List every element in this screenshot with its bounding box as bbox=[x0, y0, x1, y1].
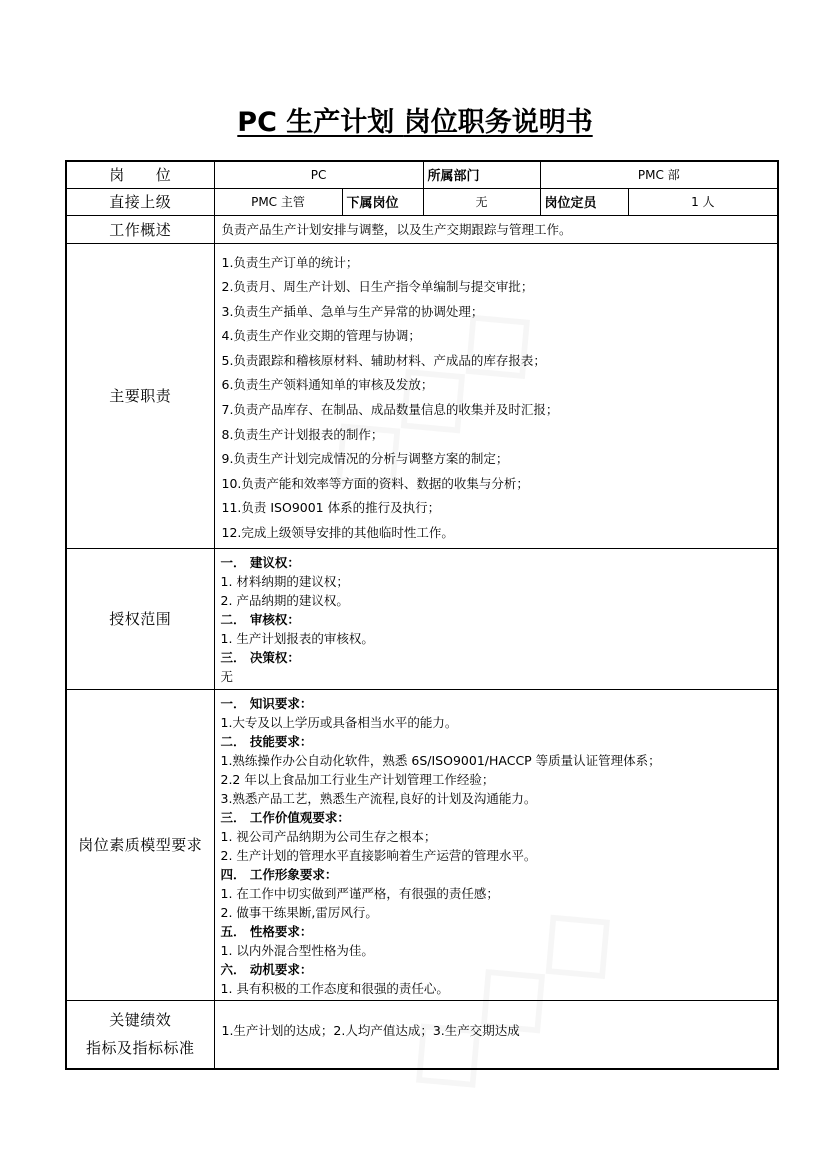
duty-item: 8.负责生产计划报表的制作； bbox=[221, 426, 384, 442]
duties-list bbox=[214, 243, 778, 548]
headcount-value: 1 人 bbox=[628, 188, 778, 215]
row-authority bbox=[66, 548, 778, 689]
dept-label: 所属部门 bbox=[423, 161, 540, 188]
duty-item: 2.负责月、周生产计划、日生产指令单编制与提交审批； bbox=[221, 279, 534, 295]
competency-heading: 一． 知识要求： bbox=[220, 695, 313, 711]
duty-item: 12.完成上级领导安排的其他临时性工作。 bbox=[221, 525, 454, 541]
subordinate-label: 下属岗位 bbox=[342, 188, 423, 215]
headcount-label: 岗位定员 bbox=[540, 188, 628, 215]
authority-line: 无 bbox=[220, 669, 234, 685]
supervisor-label: 直接上级 bbox=[66, 188, 214, 215]
duty-item: 6.负责生产领料通知单的审核及发放； bbox=[221, 377, 434, 393]
competency-line: 2. 做事干练果断,雷厉风行。 bbox=[220, 904, 378, 920]
competency-label: 岗位素质模型要求 bbox=[66, 689, 214, 1000]
position-label: 岗 位 bbox=[66, 161, 214, 188]
competency-heading: 四． 工作形象要求： bbox=[220, 866, 338, 882]
row-kpi bbox=[66, 1000, 778, 1069]
authority-line: 1. 生产计划报表的审核权。 bbox=[220, 631, 374, 647]
competency-heading: 二． 技能要求： bbox=[220, 733, 313, 749]
page-title bbox=[0, 100, 830, 139]
competency-heading: 六． 动机要求： bbox=[220, 961, 313, 977]
competency-line: 2. 生产计划的管理水平直接影响着生产运营的管理水平。 bbox=[220, 847, 537, 863]
authority-content bbox=[214, 548, 778, 689]
authority-heading: 一． 建议权： bbox=[220, 555, 300, 571]
duty-item: 1.负责生产订单的统计； bbox=[221, 254, 359, 270]
overview-text: 负责产品生产计划安排与调整，以及生产交期跟踪与管理工作。 bbox=[214, 215, 778, 243]
kpi-label bbox=[66, 1000, 214, 1069]
competency-line: 1. 在工作中切实做到严谨严格，有很强的责任感； bbox=[220, 885, 499, 901]
dept-value: PMC 部 bbox=[540, 161, 778, 188]
job-description-table bbox=[65, 160, 779, 1070]
title-main: 岗位职务说明书 bbox=[403, 107, 593, 138]
authority-heading: 三． 决策权： bbox=[220, 650, 300, 666]
row-supervisor bbox=[66, 188, 778, 215]
competency-line: 1.大专及以上学历或具备相当水平的能力。 bbox=[220, 714, 458, 730]
competency-line: 1. 视公司产品纳期为公司生存之根本； bbox=[220, 828, 437, 844]
competency-line: 1. 以内外混合型性格为佳。 bbox=[220, 942, 374, 958]
competency-heading: 五． 性格要求： bbox=[220, 923, 313, 939]
title-prefix: PC 生产计划 bbox=[237, 107, 404, 138]
competency-line: 2.2 年以上食品加工行业生产计划管理工作经验； bbox=[220, 771, 495, 787]
duties-label: 主要职责 bbox=[66, 243, 214, 548]
duty-item: 5.负责跟踪和稽核原材料、辅助材料、产成品的库存报表； bbox=[221, 352, 546, 368]
competency-line: 3.熟悉产品工艺，熟悉生产流程,良好的计划及沟通能力。 bbox=[220, 790, 537, 806]
duty-item: 10.负责产能和效率等方面的资料、数据的收集与分析； bbox=[221, 475, 529, 491]
kpi-label-line1: 关键绩效 bbox=[109, 1011, 172, 1030]
authority-line: 1. 材料纳期的建议权； bbox=[220, 574, 349, 590]
competency-line: 1. 具有积极的工作态度和很强的责任心。 bbox=[220, 980, 449, 996]
competency-line: 1.熟练操作办公自动化软件，熟悉 6S/ISO9001/HACCP 等质量认证管理体系； bbox=[220, 752, 661, 768]
duty-item: 9.负责生产计划完成情况的分析与调整方案的制定； bbox=[221, 451, 509, 467]
authority-line: 2. 产品纳期的建议权。 bbox=[220, 593, 349, 609]
kpi-text: 1.生产计划的达成；2.人均产值达成；3.生产交期达成 bbox=[214, 1000, 778, 1069]
authority-heading: 二． 审核权： bbox=[220, 612, 300, 628]
kpi-label-line2: 指标及指标标准 bbox=[85, 1039, 195, 1058]
overview-label: 工作概述 bbox=[66, 215, 214, 243]
supervisor-value: PMC 主管 bbox=[214, 188, 342, 215]
row-competency bbox=[66, 689, 778, 1000]
subordinate-value: 无 bbox=[423, 188, 540, 215]
competency-content bbox=[214, 689, 778, 1000]
row-overview bbox=[66, 215, 778, 243]
competency-heading: 三． 工作价值观要求： bbox=[220, 809, 350, 825]
duty-item: 3.负责生产插单、急单与生产异常的协调处理； bbox=[221, 303, 484, 319]
duty-item: 7.负责产品库存、在制品、成品数量信息的收集并及时汇报； bbox=[221, 402, 559, 418]
duty-item: 11.负责 ISO9001 体系的推行及执行； bbox=[221, 500, 441, 516]
position-value: PC bbox=[214, 161, 423, 188]
duty-item: 4.负责生产作业交期的管理与协调； bbox=[221, 328, 421, 344]
authority-label: 授权范围 bbox=[66, 548, 214, 689]
row-duties bbox=[66, 243, 778, 548]
row-position bbox=[66, 161, 778, 188]
